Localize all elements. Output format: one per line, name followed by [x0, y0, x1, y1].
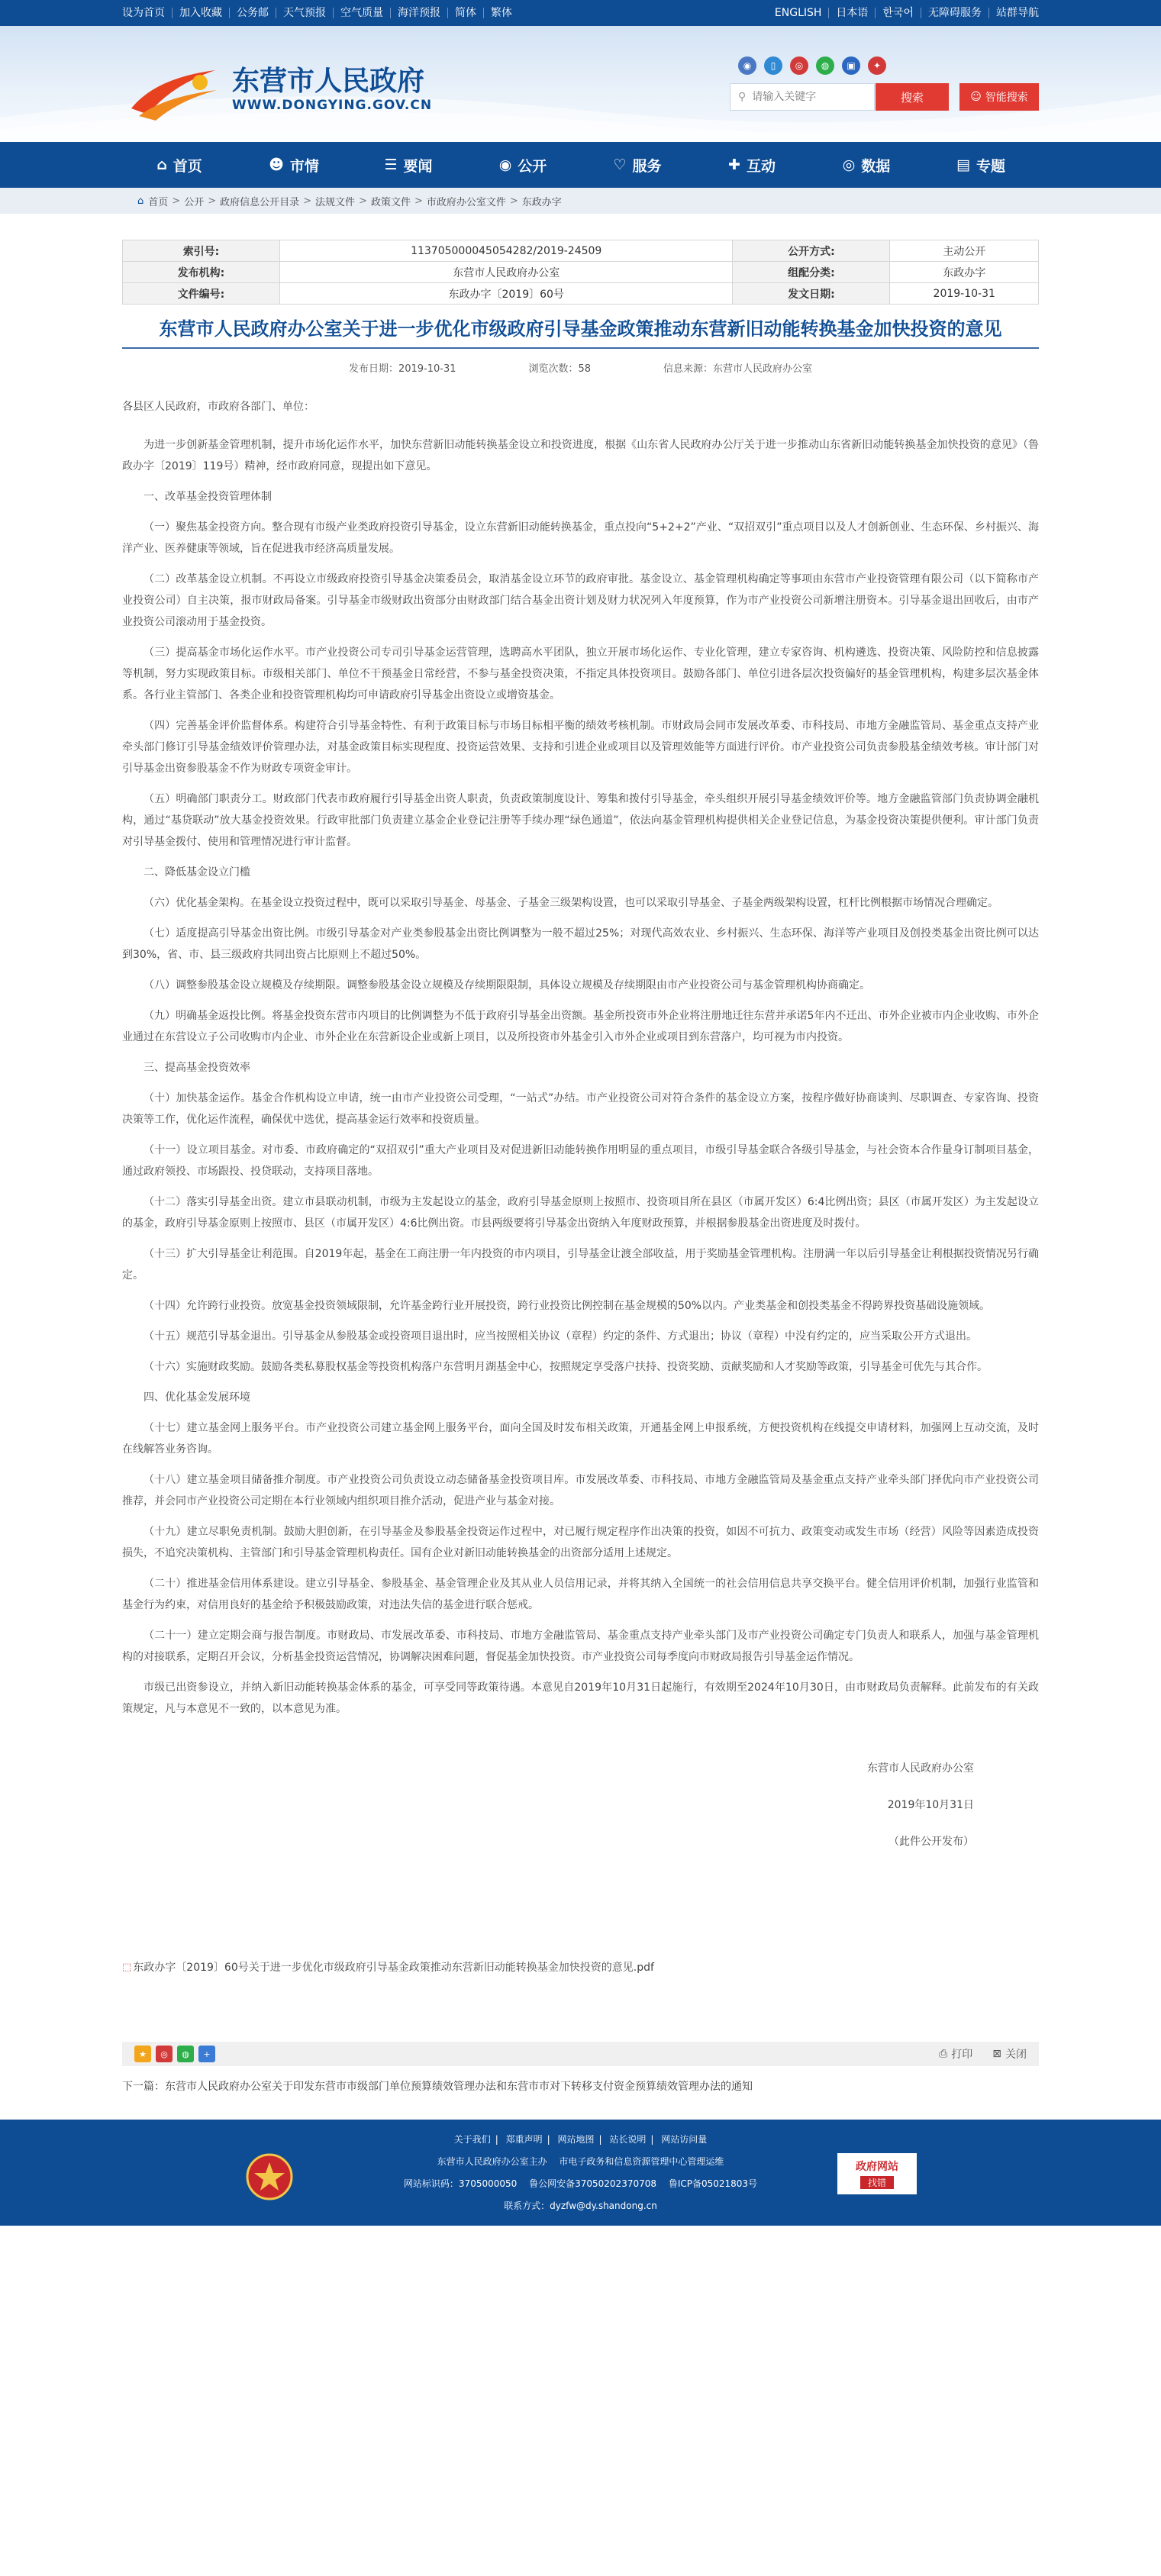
article-paragraph: （十二）落实引导基金出资。建立市县联动机制，市级为主发起设立的基金，政府引导基金原则上按照市、投资项目所在县区（市属开发区）6:4比例出资；县区（市属开发区）为主发起设立的基金，政府引导基金原则上按照市、县区（市属开发区）4:6比例出资。市县两级要将引导基金出资纳入年度财政预算，并根据参股基金出资进度及时拨付。	[122, 1196, 1039, 1230]
mobile-icon[interactable]: ▯	[764, 56, 782, 75]
article-paragraph: （十一）设立项目基金。对市委、市政府确定的“双招双引”重大产业项目及对促进新旧动能转换作用明显的重点项目，市级引导基金联合各级引导基金，与社会资本合作量身订制项目基金，通过政府领投、市场跟投、投贷联动，支持项目落地。	[122, 1144, 1039, 1178]
footer-webmaster-link[interactable]: 站长说明	[609, 2134, 647, 2145]
article-paragraph: （九）明确基金返投比例。将基金投资东营市内项目的比例调整为不低于政府引导基金出资额。基金所投资市外企业将注册地迁往东营并承诺5年内不迁出、市外企业被市内企业收购、市外企业通过在东营设立子公司收购市内企业、市外企业在东营新设企业或新上项目，以及所投资市外基金引入市外企业或项目到东营落户，均可视为市内投资。	[122, 1010, 1039, 1043]
top-left-links	[122, 8, 512, 18]
article-paragraph: （七）适度提高引导基金出资比例。市级引导基金对产业类参股基金出资比例调整为一般不超过25%；对现代高效农业、乡村振兴、生态环保、海洋等产业项目及创投类基金出资比例可以达到30%，省、市、县三级政府共同出资占比原则上不超过50%。	[122, 927, 1039, 961]
article-paragraph: （十五）规范引导基金退出。引导基金从参股基金或投资项目退出时，应当按照相关协议（章程）约定的条件、方式退出；协议（章程）中没有约定的，应当采取公开方式退出。	[144, 1330, 977, 1343]
breadcrumb-item[interactable]: 市政府办公室文件	[426, 196, 506, 208]
nav-city-info[interactable]: ☻ 市情	[269, 156, 319, 175]
pdf-icon: ⬚	[122, 1961, 132, 1973]
nav-data[interactable]: ◎ 数据	[842, 156, 891, 175]
korean-link[interactable]: 한국어	[876, 8, 921, 18]
weibo-gov-icon[interactable]: ◉	[738, 56, 756, 75]
publicity-label: 公开方式:	[733, 240, 890, 262]
doc-no-value: 东政办字〔2019〕60号	[280, 283, 733, 305]
set-homepage-link[interactable]: 设为首页	[122, 8, 173, 18]
nav-news[interactable]: ☰ 要闻	[384, 156, 433, 175]
document-meta-table	[122, 240, 1039, 305]
breadcrumb-item[interactable]: 东政办字	[521, 196, 562, 208]
top-right-links	[775, 8, 1039, 18]
publicity-value: 主动公开	[890, 240, 1039, 262]
japanese-link[interactable]: 日本语	[829, 8, 876, 18]
breadcrumb: ⌂ 首页 > 公开 > 政府信息公开目录 > 法规文件 > 政策文件 > 市政府办公室文件 > 东政办字	[0, 188, 1161, 214]
site-group-nav-link[interactable]: 站群导航	[996, 7, 1039, 19]
top-utility-bar	[0, 0, 1161, 26]
footer-police-record: 鲁公网安备37050202370708	[529, 2178, 656, 2189]
wechat-icon[interactable]: ◍	[816, 56, 834, 75]
article-paragraph: 三、提高基金投资效率	[144, 1062, 250, 1074]
search-button[interactable]: 搜索	[876, 83, 949, 111]
footer-visits-link[interactable]: 网站访问量	[661, 2134, 708, 2145]
ocean-forecast-link[interactable]: 海洋预报	[391, 8, 448, 18]
nav-topics[interactable]: ▤ 专题	[956, 156, 1005, 175]
close-icon: ⊠	[992, 2048, 1001, 2060]
article-paragraph: （十六）实施财政奖励。鼓励各类私募股权基金等投资机构落户东营明月湖基金中心，按照规定享受落户扶持、投资奖励、贡献奖励和人才奖励等政策，引导基金可优先与其合作。	[144, 1361, 988, 1373]
gov-error-report-badge[interactable]	[837, 2153, 917, 2194]
article-address: 各县区人民政府，市政府各部门、单位：	[122, 401, 314, 413]
weibo-share-icon[interactable]: ◎	[156, 2046, 173, 2062]
article-paragraph: （十）加快基金运作。基金合作机构设立申请，统一由市产业投资公司受理，“一站式”办结。市产业投资公司对符合条件的基金设立方案，按程序做好协商谈判、尽职调查、专家咨询、投资决策等工作，优化运作流程，确保优中选优，提高基金运行效率和投资质量。	[122, 1092, 1039, 1126]
sign-org: 东营市人民政府办公室	[867, 1762, 974, 1775]
eye-icon: ◉	[498, 156, 512, 173]
weibo-icon[interactable]: ◎	[790, 56, 808, 75]
breadcrumb-home-icon: ⌂	[137, 195, 144, 207]
article-paragraph: （二十）推进基金信用体系建设。建立引导基金、参股基金、基金管理企业及其从业人员信用记录，并将其纳入全国统一的社会信用信息共享交换平台。健全信用评价机制，加强行业监管和基金行为约束，对信用良好的基金给予积极鼓励政策，对违法失信的基金进行联合惩戒。	[122, 1578, 1039, 1611]
signature-block	[122, 1758, 1039, 1852]
attachment-filename: 东政办字〔2019〕60号关于进一步优化市级政府引导基金政策推动东营新旧动能转换基金加快投资的意见.pdf	[133, 1962, 654, 1974]
article-paragraph: （四）完善基金评价监督体系。构建符合引导基金特性、有利于政策目标与市场目标相平衡的绩效考核机制。市财政局会同市发展改革委、市科技局、市地方金融监管局、基金重点支持产业牵头部门修订引导基金绩效评价管理办法，对基金政策目标实现程度、投资运营效果、支持和引进企业或项目以及管理效能等方面进行评价。市产业投资公司负责参股基金绩效考核。审计部门对引导基金出资参股基金不作为财政专项资金审计。	[122, 720, 1039, 775]
english-link[interactable]: ENGLISH	[775, 8, 830, 18]
weather-link[interactable]: 天气预报	[276, 8, 334, 18]
nav-public[interactable]: ◉ 公开	[498, 156, 547, 175]
article-paragraph: 市级已出资参设立，并纳入新旧动能转换基金体系的基金，可享受同等政策待遇。本意见自2019年10月31日起施行，有效期至2024年10月30日，由市财政局负责解释。此前发布的有关政策规定，凡与本意见不一致的，以本意见为准。	[122, 1681, 1039, 1715]
article-paragraph: 二、降低基金设立门槛	[144, 866, 250, 879]
breadcrumb-item[interactable]: 首页	[148, 196, 169, 208]
qzone-share-icon[interactable]: ★	[134, 2046, 151, 2062]
simplified-chinese-link[interactable]: 简体	[448, 8, 484, 18]
add-favorite-link[interactable]: 加入收藏	[173, 8, 230, 18]
sign-note: （此件公开发布）	[888, 1836, 974, 1848]
site-header	[0, 26, 1161, 142]
article-paragraph: （二）改革基金设立机制。不再设立市级政府投资引导基金决策委员会，取消基金设立环节的政府审批。基金设立、基金管理机构确定等事项由东营市产业投资管理有限公司（以下简称市产业投资公司）自主决策，报市财政局备案。引导基金市级财政出资部分由财政部门结合基金出资计划及财力状况列入年度预算，作为市产业投资公司新增注册资本。引导基金退出回收后，由市产业投资公司滚动用于基金投资。	[122, 573, 1039, 628]
breadcrumb-item[interactable]: 法规文件	[315, 196, 356, 208]
footer-disclaimer-link[interactable]: 郑重声明	[505, 2134, 543, 2145]
share-icons	[134, 2046, 215, 2062]
article-body	[122, 396, 1039, 1720]
article-paragraph: （十八）建立基金项目储备推介制度。市产业投资公司负责设立动态储备基金投资项目库。市发展改革委、市科技局、市地方金融监管局及基金重点支持产业牵头部门择优向市产业投资公司推荐，并会同市产业投资公司定期在本行业领域内组织项目推介活动，促进产业与基金对接。	[122, 1474, 1039, 1507]
site-logo[interactable]	[125, 55, 432, 124]
user-icon: ☻	[269, 156, 284, 173]
accessibility-link[interactable]: 无障碍服务	[921, 8, 989, 18]
smart-search-label: 智能搜索	[985, 92, 1028, 104]
search-input[interactable]	[752, 91, 859, 103]
issuer-label: 发布机构:	[123, 262, 280, 283]
breadcrumb-item[interactable]: 公开	[184, 196, 205, 208]
gov-badge-title: 政府网站	[856, 2161, 898, 2173]
article-info	[122, 360, 1039, 375]
heart-icon: ♡	[613, 156, 627, 173]
footer-contact: 联系方式：dyzfw@dy.shandong.cn	[504, 2200, 657, 2211]
gov-badge-sub: 找错	[860, 2176, 894, 2189]
nav-interaction[interactable]: ✚ 互动	[728, 156, 776, 175]
air-quality-link[interactable]: 空气质量	[334, 8, 391, 18]
logo-emblem-icon	[125, 55, 223, 124]
main-nav	[0, 142, 1161, 188]
social-icons	[738, 56, 886, 75]
sign-date: 2019年10月31日	[887, 1799, 974, 1811]
site-footer	[0, 2120, 1161, 2226]
print-icon: ⎙	[939, 2048, 948, 2060]
wechat-share-icon[interactable]: ◍	[177, 2046, 194, 2062]
article-paragraph: （六）优化基金架构。在基金设立投资过程中，既可以采取引导基金、母基金、子基金三级架构设置，也可以采取引导基金、子基金两级架构设置，杠杆比例根据市场情况合理确定。	[144, 897, 998, 909]
article-paragraph: （三）提高基金市场化运作水平。市产业投资公司专司引导基金运营管理，选聘高水平团队，独立开展市场化运作、专业化管理，建立专家咨询、机构遴选、投资决策、风险防控和信息披露等机制，努力实现政策目标。市级相关部门、单位不干预基金日常经营，不参与基金投资决策，不指定具体投资项目。鼓励各部门、单位引进各层次投资偏好的基金管理机构，构建多层次基金体系。各行业主管部门、各类企业和投资管理机构均可申请政府引导基金出资设立或增资基金。	[122, 646, 1039, 701]
article-paragraph: （八）调整参股基金设立规模及存续期限。调整参股基金设立规模及存续期限限制，具体设立规模及存续期限由市产业投资公司与基金管理机构协商确定。	[144, 979, 870, 991]
toutiao-icon[interactable]: ✦	[868, 56, 886, 75]
article-paragraph: （十三）扩大引导基金让利范围。自2019年起，基金在工商注册一年内投资的市内项目，引导基金让渡全部收益，用于奖励基金管理机构。注册满一年以后引导基金让利根据投资情况另行确定。	[122, 1248, 1039, 1282]
article-title: 东营市人民政府办公室关于进一步优化市级政府引导基金政策推动东营新旧动能转换基金加快投资的意见	[159, 318, 1002, 340]
next-article-link[interactable]: 下一篇：东营市人民政府办公室关于印发东营市市级部门单位预算绩效管理办法和东营市市对下转移支付资金预算绩效管理办法的通知	[122, 2081, 753, 2093]
article-tools	[939, 2046, 1027, 2062]
article-paragraph: （二十一）建立定期会商与报告制度。市财政局、市发展改革委、市科技局、市地方金融监管局、基金重点支持产业牵头部门及市产业投资公司确定专门负责人和联系人，加强与基金管理机构的对接联系，定期召开会议，分析基金投资运营情况，协调解决困难问题，督促基金加快投资。市产业投资公司每季度向市财政局报告引导基金运作情况。	[122, 1630, 1039, 1663]
attachment-link[interactable]	[122, 1959, 1039, 1975]
date-value: 2019-10-31	[890, 283, 1039, 305]
article-toolbar	[122, 2042, 1039, 2066]
article-paragraph: （一）聚焦基金投资方向。整合现有市级产业类政府投资引导基金，设立东营新旧动能转换基金，重点投向“5+2+2”产业、“双招双引”重点项目以及人才创新创业、生态环保、乡村振兴、海洋产业、医养健康等领域，旨在促进我市经济高质量发展。	[122, 521, 1039, 555]
close-button[interactable]: ⊠ 关闭	[992, 2048, 1027, 2061]
bookmark-icon: ▤	[956, 156, 970, 173]
data-icon: ◎	[842, 156, 856, 173]
footer-sponsor: 东营市人民政府办公室主办	[437, 2156, 547, 2167]
doc-no-label: 文件编号:	[123, 283, 280, 305]
footer-operator: 市电子政务和信息资源管理中心管理运维	[559, 2156, 724, 2167]
category-value: 东政办字	[890, 262, 1039, 283]
footer-sitemap-link[interactable]: 网站地图	[557, 2134, 595, 2145]
smart-search-button[interactable]	[959, 83, 1039, 111]
category-label: 组配分类:	[733, 262, 890, 283]
date-label: 发文日期:	[733, 283, 890, 305]
publish-date: 发布日期：2019-10-31	[348, 363, 456, 375]
article-paragraph: （十四）允许跨行业投资。放宽基金投资领域限制，允许基金跨行业开展投资，跨行业投资比例控制在基金规模的50%以内。产业类基金和创投类基金不得跨界投资基础设施领域。	[144, 1300, 991, 1312]
news-icon: ☰	[384, 156, 398, 173]
footer-info: 关于我们 | 郑重声明 | 网站地图 | 站长说明 | 网站访问量 东营市人民政府办公室主办 市电子政务和信息资源管理中心管理运维 网站标识码：3705000050 鲁公网安备37050202370708 鲁ICP备05021803号 联系方式：dyzfw@dy.shandong.cn	[122, 2129, 1039, 2217]
search-icon: ⚲	[738, 91, 747, 103]
content-wrapper	[122, 240, 1039, 2094]
breadcrumb-item[interactable]: 政策文件	[370, 196, 411, 208]
index-no-label: 索引号:	[123, 240, 280, 262]
view-count: 浏览次数：58	[528, 363, 592, 375]
title-divider	[122, 347, 1039, 349]
traditional-chinese-link[interactable]: 繁体	[491, 7, 512, 19]
breadcrumb-item[interactable]: 政府信息公开目录	[220, 196, 300, 208]
app-icon[interactable]: ▣	[842, 56, 860, 75]
footer-site-code: 网站标识码：3705000050	[403, 2178, 518, 2189]
article-paragraph: （五）明确部门职责分工。财政部门代表市政府履行引导基金出资人职责，负责政策制度设计、筹集和拨付引导基金，牵头组织开展引导基金绩效评价等。地方金融监管部门负责协调金融机构，通过“基贷联动”放大基金投资效果。行政审批部门负责建立基金企业登记注册等手续办理“绿色通道”，依法向基金管理机构提供相关企业登记信息，为基金投资决策提供便利。审计部门负责对引导基金拨付、使用和管理情况进行审计监督。	[122, 793, 1039, 848]
gamepad-icon: ✚	[728, 156, 740, 173]
robot-icon: ☺	[970, 91, 982, 103]
nav-service[interactable]: ♡ 服务	[613, 156, 662, 175]
footer-icp-record: 鲁ICP备05021803号	[668, 2178, 758, 2189]
footer-about-link[interactable]: 关于我们	[453, 2134, 491, 2145]
gov-mail-link[interactable]: 公务邮	[230, 8, 276, 18]
article-paragraph: 一、改革基金投资管理体制	[144, 491, 272, 503]
site-domain: WWW.DONGYING.GOV.CN	[232, 98, 433, 113]
article-paragraph: 四、优化基金发展环境	[144, 1391, 250, 1404]
more-share-icon[interactable]: +	[198, 2046, 215, 2062]
issuer-value: 东营市人民政府办公室	[280, 262, 733, 283]
index-no-value: 11370500004505428​2/2019-24509	[280, 240, 733, 262]
print-button[interactable]: ⎙ 打印	[939, 2048, 973, 2061]
article-source: 信息来源：东营市人民政府办公室	[663, 363, 813, 375]
nav-home[interactable]: ⌂ 首页	[156, 156, 202, 175]
search-area	[730, 83, 1039, 111]
article-paragraph: 为进一步创新基金管理机制，提升市场化运作水平，加快东营新旧动能转换基金设立和投资进度，根据《山东省人民政府办公厅关于进一步推动山东省新旧动能转换基金加快投资的意见》（鲁政办字〔2019〕119号）精神，经市政府同意，现提出如下意见。	[122, 439, 1039, 472]
search-box	[730, 83, 875, 111]
article-paragraph: （十七）建立基金网上服务平台。市产业投资公司建立基金网上服务平台，面向全国及时发布相关政策，开通基金网上申报系统，方便投资机构在线提交申请材料，加强网上互动交流，及时在线解答业务咨询。	[122, 1422, 1039, 1456]
home-icon: ⌂	[156, 156, 167, 173]
article-paragraph: （十九）建立尽职免责机制。鼓励大胆创新，在引导基金及参股基金投资运作过程中，对已履行规定程序作出决策的投资，如因不可抗力、政策变动或发生市场（经营）风险等因素造成投资损失，不追究决策机构、主管部门和引导基金管理机构责任。国有企业对新旧动能转换基金的出资部分适用上述规定。	[122, 1526, 1039, 1559]
site-name: 东营市人民政府	[232, 66, 425, 97]
